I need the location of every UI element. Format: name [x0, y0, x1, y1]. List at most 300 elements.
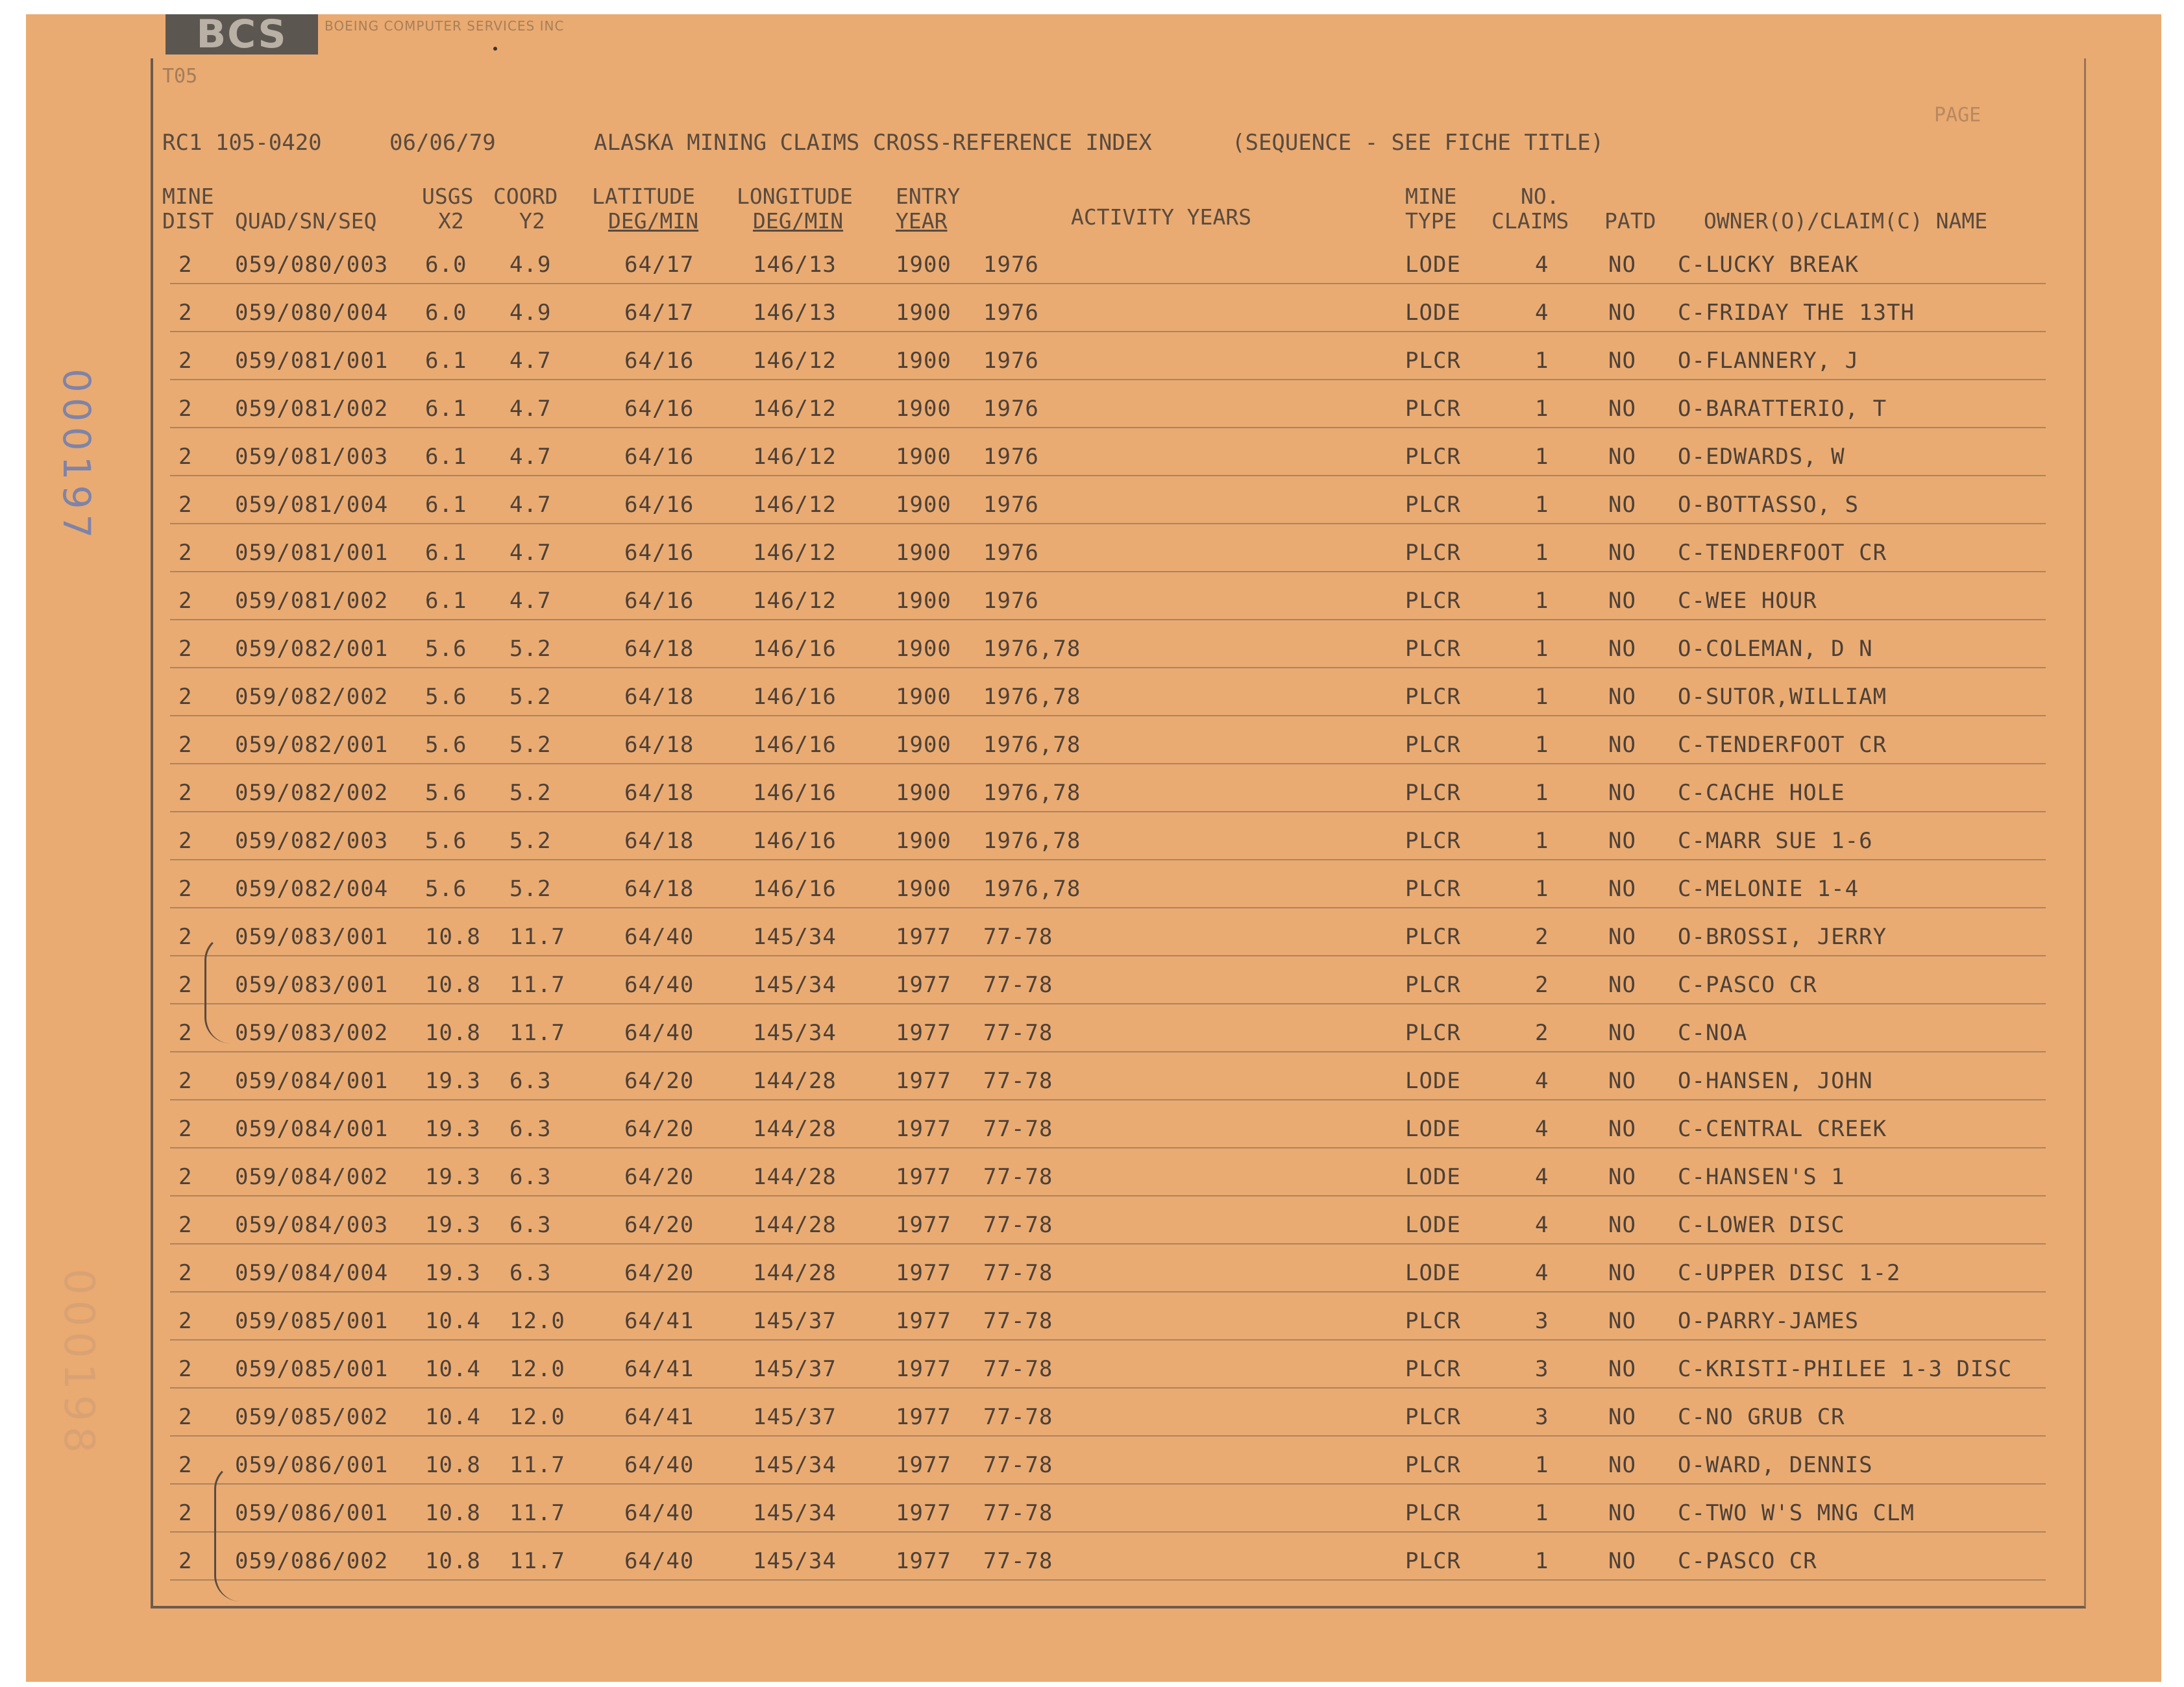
report-id: RC1 105-0420 — [162, 130, 322, 156]
row-coord-y2: 12.0 — [509, 1356, 565, 1382]
col-mine-dist: MINE DIST — [162, 184, 214, 234]
row-patd: NO — [1608, 252, 1636, 278]
row-mine-dist: 2 — [178, 924, 193, 950]
row-no-claims: 2 — [1535, 972, 1549, 998]
row-latitude: 64/40 — [624, 1500, 694, 1526]
row-entry-year: 1977 — [896, 972, 951, 998]
row-entry-year: 1977 — [896, 1452, 951, 1478]
table-row — [0, 1116, 2184, 1164]
row-no-claims: 4 — [1535, 1068, 1549, 1094]
row-patd: NO — [1608, 1068, 1636, 1094]
row-owner-claim-name: O-FLANNERY, J — [1678, 348, 1859, 374]
row-coord-y2: 12.0 — [509, 1404, 565, 1430]
row-longitude: 146/12 — [753, 444, 837, 470]
row-latitude: 64/40 — [624, 972, 694, 998]
row-no-claims: 4 — [1535, 252, 1549, 278]
row-patd: NO — [1608, 1116, 1636, 1142]
row-mine-dist: 2 — [178, 252, 193, 278]
row-usgs-x2: 19.3 — [425, 1068, 481, 1094]
row-latitude: 64/41 — [624, 1404, 694, 1430]
row-entry-year: 1977 — [896, 1260, 951, 1286]
table-row — [0, 828, 2184, 876]
row-rule-line — [170, 523, 2046, 524]
row-latitude: 64/16 — [624, 444, 694, 470]
row-quad-sn-seq: 059/082/003 — [235, 828, 389, 854]
row-owner-claim-name: C-MARR SUE 1-6 — [1678, 828, 1873, 854]
row-owner-claim-name: C-PASCO CR — [1678, 1548, 1817, 1574]
row-quad-sn-seq: 059/086/001 — [235, 1500, 389, 1526]
row-no-claims: 4 — [1535, 1164, 1549, 1190]
row-longitude: 146/16 — [753, 732, 837, 758]
row-quad-sn-seq: 059/083/001 — [235, 924, 389, 950]
row-latitude: 64/17 — [624, 252, 694, 278]
row-no-claims: 1 — [1535, 732, 1549, 758]
row-longitude: 144/28 — [753, 1068, 837, 1094]
row-mine-dist: 2 — [178, 1068, 193, 1094]
report-title: ALASKA MINING CLAIMS CROSS-REFERENCE INDEX — [594, 130, 1152, 156]
row-owner-claim-name: O-PARRY-JAMES — [1678, 1308, 1859, 1334]
ink-dot — [493, 47, 497, 51]
row-mine-dist: 2 — [178, 1020, 193, 1046]
row-coord-y2: 6.3 — [509, 1212, 552, 1238]
row-usgs-x2: 10.8 — [425, 1548, 481, 1574]
row-rule-line — [170, 1147, 2046, 1148]
row-patd: NO — [1608, 1308, 1636, 1334]
col-mine-type: MINE TYPE — [1405, 184, 1457, 234]
row-no-claims: 4 — [1535, 1260, 1549, 1286]
row-mine-dist: 2 — [178, 1404, 193, 1430]
table-row — [0, 684, 2184, 732]
row-mine-dist: 2 — [178, 588, 193, 614]
row-longitude: 144/28 — [753, 1260, 837, 1286]
table-row — [0, 876, 2184, 924]
row-mine-type: PLCR — [1405, 1452, 1461, 1478]
row-mine-type: LODE — [1405, 300, 1461, 326]
row-longitude: 144/28 — [753, 1116, 837, 1142]
row-mine-type: PLCR — [1405, 1020, 1461, 1046]
row-quad-sn-seq: 059/082/001 — [235, 636, 389, 662]
row-latitude: 64/16 — [624, 348, 694, 374]
row-mine-dist: 2 — [178, 828, 193, 854]
row-rule-line — [170, 763, 2046, 764]
row-activity-years: 1976 — [983, 444, 1039, 470]
row-patd: NO — [1608, 492, 1636, 518]
row-no-claims: 4 — [1535, 300, 1549, 326]
row-owner-claim-name: C-UPPER DISC 1-2 — [1678, 1260, 1901, 1286]
row-rule-line — [170, 811, 2046, 812]
row-no-claims: 1 — [1535, 1452, 1549, 1478]
row-no-claims: 1 — [1535, 780, 1549, 806]
pen-bracket-mark — [204, 934, 232, 1043]
row-entry-year: 1977 — [896, 1548, 951, 1574]
row-longitude: 145/34 — [753, 1020, 837, 1046]
row-coord-y2: 11.7 — [509, 924, 565, 950]
row-coord-y2: 11.7 — [509, 1020, 565, 1046]
row-entry-year: 1977 — [896, 924, 951, 950]
row-activity-years: 77-78 — [983, 1164, 1053, 1190]
row-quad-sn-seq: 059/080/004 — [235, 300, 389, 326]
row-latitude: 64/18 — [624, 684, 694, 710]
row-rule-line — [170, 1099, 2046, 1100]
row-coord-y2: 11.7 — [509, 1548, 565, 1574]
side-stamp-bottom: 000198 — [55, 1268, 103, 1459]
row-activity-years: 77-78 — [983, 1308, 1053, 1334]
table-row — [0, 924, 2184, 972]
row-mine-dist: 2 — [178, 780, 193, 806]
row-activity-years: 77-78 — [983, 1500, 1053, 1526]
row-patd: NO — [1608, 1452, 1636, 1478]
row-patd: NO — [1608, 1212, 1636, 1238]
row-owner-claim-name: C-TENDERFOOT CR — [1678, 540, 1887, 566]
row-activity-years: 77-78 — [983, 1020, 1053, 1046]
row-owner-claim-name: C-TWO W'S MNG CLM — [1678, 1500, 1915, 1526]
row-mine-type: PLCR — [1405, 732, 1461, 758]
row-entry-year: 1900 — [896, 588, 951, 614]
row-mine-dist: 2 — [178, 396, 193, 422]
row-no-claims: 1 — [1535, 876, 1549, 902]
row-entry-year: 1977 — [896, 1020, 951, 1046]
row-latitude: 64/18 — [624, 636, 694, 662]
col-coord: COORD Y2 — [493, 184, 558, 234]
row-latitude: 64/20 — [624, 1164, 694, 1190]
row-entry-year: 1900 — [896, 876, 951, 902]
row-owner-claim-name: O-BARATTERIO, T — [1678, 396, 1887, 422]
row-patd: NO — [1608, 876, 1636, 902]
row-quad-sn-seq: 059/082/002 — [235, 780, 389, 806]
row-quad-sn-seq: 059/082/001 — [235, 732, 389, 758]
row-activity-years: 1976,78 — [983, 684, 1081, 710]
row-usgs-x2: 10.8 — [425, 1500, 481, 1526]
row-rule-line — [170, 1243, 2046, 1244]
row-coord-y2: 6.3 — [509, 1260, 552, 1286]
row-latitude: 64/20 — [624, 1212, 694, 1238]
row-mine-type: PLCR — [1405, 444, 1461, 470]
row-longitude: 144/28 — [753, 1212, 837, 1238]
row-owner-claim-name: O-BROSSI, JERRY — [1678, 924, 1887, 950]
table-row — [0, 732, 2184, 780]
row-patd: NO — [1608, 636, 1636, 662]
row-rule-line — [170, 475, 2046, 476]
table-row — [0, 1356, 2184, 1404]
row-longitude: 146/12 — [753, 348, 837, 374]
row-no-claims: 1 — [1535, 1500, 1549, 1526]
row-usgs-x2: 19.3 — [425, 1116, 481, 1142]
row-activity-years: 1976 — [983, 540, 1039, 566]
row-rule-line — [170, 667, 2046, 668]
row-mine-type: PLCR — [1405, 972, 1461, 998]
row-no-claims: 3 — [1535, 1308, 1549, 1334]
row-longitude: 145/34 — [753, 1452, 837, 1478]
row-latitude: 64/20 — [624, 1116, 694, 1142]
row-activity-years: 77-78 — [983, 1404, 1053, 1430]
table-row — [0, 1068, 2184, 1116]
row-coord-y2: 4.7 — [509, 396, 552, 422]
row-longitude: 146/13 — [753, 300, 837, 326]
row-rule-line — [170, 1195, 2046, 1196]
row-mine-dist: 2 — [178, 1452, 193, 1478]
row-entry-year: 1977 — [896, 1212, 951, 1238]
row-rule-line — [170, 859, 2046, 860]
table-row — [0, 1500, 2184, 1548]
row-no-claims: 3 — [1535, 1356, 1549, 1382]
row-usgs-x2: 10.4 — [425, 1356, 481, 1382]
col-quad: QUAD/SN/SEQ — [235, 208, 377, 234]
row-coord-y2: 4.7 — [509, 588, 552, 614]
row-patd: NO — [1608, 972, 1636, 998]
row-latitude: 64/40 — [624, 1548, 694, 1574]
table-row — [0, 300, 2184, 348]
table-row — [0, 1260, 2184, 1308]
row-activity-years: 1976 — [983, 588, 1039, 614]
row-usgs-x2: 10.8 — [425, 1020, 481, 1046]
row-rule-line — [170, 571, 2046, 572]
row-mine-type: PLCR — [1405, 828, 1461, 854]
table-row — [0, 636, 2184, 684]
row-coord-y2: 4.9 — [509, 252, 552, 278]
row-rule-line — [170, 1579, 2046, 1581]
row-entry-year: 1900 — [896, 492, 951, 518]
row-rule-line — [170, 1435, 2046, 1437]
row-latitude: 64/16 — [624, 540, 694, 566]
row-activity-years: 1976 — [983, 396, 1039, 422]
row-patd: NO — [1608, 1548, 1636, 1574]
row-usgs-x2: 6.1 — [425, 492, 467, 518]
row-quad-sn-seq: 059/084/001 — [235, 1116, 389, 1142]
row-latitude: 64/41 — [624, 1308, 694, 1334]
row-patd: NO — [1608, 300, 1636, 326]
row-longitude: 145/34 — [753, 1500, 837, 1526]
row-mine-type: LODE — [1405, 1212, 1461, 1238]
row-mine-type: PLCR — [1405, 1308, 1461, 1334]
col-latitude: LATITUDE DEG/MIN — [592, 184, 699, 234]
row-patd: NO — [1608, 1356, 1636, 1382]
row-mine-dist: 2 — [178, 1356, 193, 1382]
row-mine-dist: 2 — [178, 1212, 193, 1238]
row-activity-years: 77-78 — [983, 1212, 1053, 1238]
row-usgs-x2: 10.4 — [425, 1404, 481, 1430]
row-longitude: 146/16 — [753, 876, 837, 902]
row-usgs-x2: 10.8 — [425, 1452, 481, 1478]
row-mine-dist: 2 — [178, 1500, 193, 1526]
row-longitude: 145/34 — [753, 1548, 837, 1574]
row-patd: NO — [1608, 588, 1636, 614]
row-patd: NO — [1608, 1404, 1636, 1430]
table-row — [0, 492, 2184, 540]
row-patd: NO — [1608, 540, 1636, 566]
col-patd: PATD — [1604, 208, 1656, 234]
row-activity-years: 77-78 — [983, 1356, 1053, 1382]
row-activity-years: 1976 — [983, 492, 1039, 518]
row-longitude: 145/34 — [753, 972, 837, 998]
table-row — [0, 972, 2184, 1020]
row-latitude: 64/18 — [624, 876, 694, 902]
row-patd: NO — [1608, 444, 1636, 470]
row-owner-claim-name: O-WARD, DENNIS — [1678, 1452, 1873, 1478]
row-mine-type: PLCR — [1405, 492, 1461, 518]
row-activity-years: 1976,78 — [983, 732, 1081, 758]
row-entry-year: 1900 — [896, 252, 951, 278]
row-no-claims: 2 — [1535, 924, 1549, 950]
row-owner-claim-name: C-NO GRUB CR — [1678, 1404, 1845, 1430]
row-entry-year: 1900 — [896, 300, 951, 326]
col-activity-years: ACTIVITY YEARS — [1071, 204, 1252, 230]
row-owner-claim-name: C-MELONIE 1-4 — [1678, 876, 1859, 902]
row-mine-type: LODE — [1405, 252, 1461, 278]
row-no-claims: 1 — [1535, 588, 1549, 614]
row-entry-year: 1900 — [896, 540, 951, 566]
row-quad-sn-seq: 059/086/001 — [235, 1452, 389, 1478]
row-patd: NO — [1608, 684, 1636, 710]
row-quad-sn-seq: 059/081/004 — [235, 492, 389, 518]
row-entry-year: 1977 — [896, 1356, 951, 1382]
row-activity-years: 1976 — [983, 252, 1039, 278]
row-owner-claim-name: O-COLEMAN, D N — [1678, 636, 1873, 662]
row-patd: NO — [1608, 1500, 1636, 1526]
row-rule-line — [170, 331, 2046, 332]
row-entry-year: 1900 — [896, 636, 951, 662]
row-quad-sn-seq: 059/082/004 — [235, 876, 389, 902]
row-longitude: 145/37 — [753, 1404, 837, 1430]
row-owner-claim-name: O-HANSEN, JOHN — [1678, 1068, 1873, 1094]
row-mine-dist: 2 — [178, 972, 193, 998]
row-coord-y2: 11.7 — [509, 1452, 565, 1478]
row-mine-type: PLCR — [1405, 540, 1461, 566]
row-latitude: 64/40 — [624, 1452, 694, 1478]
row-entry-year: 1977 — [896, 1404, 951, 1430]
row-activity-years: 1976 — [983, 300, 1039, 326]
row-patd: NO — [1608, 780, 1636, 806]
row-owner-claim-name: C-PASCO CR — [1678, 972, 1817, 998]
row-longitude: 146/16 — [753, 684, 837, 710]
row-coord-y2: 6.3 — [509, 1116, 552, 1142]
row-mine-dist: 2 — [178, 636, 193, 662]
row-activity-years: 77-78 — [983, 1548, 1053, 1574]
row-latitude: 64/40 — [624, 1020, 694, 1046]
row-no-claims: 1 — [1535, 1548, 1549, 1574]
row-no-claims: 1 — [1535, 540, 1549, 566]
row-longitude: 144/28 — [753, 1164, 837, 1190]
row-mine-dist: 2 — [178, 1308, 193, 1334]
row-owner-claim-name: O-SUTOR,WILLIAM — [1678, 684, 1887, 710]
row-activity-years: 1976,78 — [983, 780, 1081, 806]
row-patd: NO — [1608, 924, 1636, 950]
row-mine-type: PLCR — [1405, 780, 1461, 806]
row-coord-y2: 5.2 — [509, 684, 552, 710]
row-mine-dist: 2 — [178, 1548, 193, 1574]
row-activity-years: 77-78 — [983, 1452, 1053, 1478]
row-activity-years: 77-78 — [983, 1068, 1053, 1094]
col-owner-claim-name: OWNER(O)/CLAIM(C) NAME — [1704, 208, 1988, 234]
report-date: 06/06/79 — [389, 130, 496, 156]
table-row — [0, 1308, 2184, 1356]
row-patd: NO — [1608, 348, 1636, 374]
row-quad-sn-seq: 059/084/002 — [235, 1164, 389, 1190]
row-mine-type: PLCR — [1405, 636, 1461, 662]
row-latitude: 64/18 — [624, 828, 694, 854]
row-coord-y2: 11.7 — [509, 1500, 565, 1526]
row-coord-y2: 12.0 — [509, 1308, 565, 1334]
row-usgs-x2: 5.6 — [425, 684, 467, 710]
row-latitude: 64/18 — [624, 780, 694, 806]
row-coord-y2: 4.7 — [509, 492, 552, 518]
col-longitude: LONGITUDE DEG/MIN — [737, 184, 853, 234]
row-no-claims: 3 — [1535, 1404, 1549, 1430]
row-activity-years: 77-78 — [983, 1116, 1053, 1142]
row-latitude: 64/20 — [624, 1260, 694, 1286]
row-activity-years: 1976,78 — [983, 636, 1081, 662]
row-no-claims: 4 — [1535, 1212, 1549, 1238]
row-mine-type: LODE — [1405, 1116, 1461, 1142]
row-mine-dist: 2 — [178, 540, 193, 566]
row-coord-y2: 6.3 — [509, 1068, 552, 1094]
row-latitude: 64/41 — [624, 1356, 694, 1382]
row-quad-sn-seq: 059/081/001 — [235, 540, 389, 566]
row-longitude: 146/16 — [753, 780, 837, 806]
row-coord-y2: 11.7 — [509, 972, 565, 998]
row-usgs-x2: 6.1 — [425, 588, 467, 614]
row-longitude: 146/12 — [753, 396, 837, 422]
row-rule-line — [170, 1051, 2046, 1052]
row-longitude: 145/37 — [753, 1356, 837, 1382]
row-longitude: 146/12 — [753, 540, 837, 566]
row-owner-claim-name: C-LOWER DISC — [1678, 1212, 1845, 1238]
row-owner-claim-name: C-LUCKY BREAK — [1678, 252, 1859, 278]
page-label: PAGE — [1934, 104, 1982, 127]
row-activity-years: 1976 — [983, 348, 1039, 374]
row-usgs-x2: 6.1 — [425, 348, 467, 374]
row-no-claims: 1 — [1535, 348, 1549, 374]
row-quad-sn-seq: 059/083/001 — [235, 972, 389, 998]
row-owner-claim-name: C-CENTRAL CREEK — [1678, 1116, 1887, 1142]
row-rule-line — [170, 1291, 2046, 1293]
row-coord-y2: 4.7 — [509, 444, 552, 470]
table-row — [0, 588, 2184, 636]
row-quad-sn-seq: 059/085/001 — [235, 1356, 389, 1382]
row-entry-year: 1900 — [896, 348, 951, 374]
row-patd: NO — [1608, 396, 1636, 422]
row-quad-sn-seq: 059/084/004 — [235, 1260, 389, 1286]
row-entry-year: 1977 — [896, 1308, 951, 1334]
table-row — [0, 1212, 2184, 1260]
row-usgs-x2: 5.6 — [425, 636, 467, 662]
row-entry-year: 1900 — [896, 780, 951, 806]
row-mine-type: LODE — [1405, 1068, 1461, 1094]
row-no-claims: 1 — [1535, 684, 1549, 710]
row-usgs-x2: 6.0 — [425, 300, 467, 326]
row-patd: NO — [1608, 1020, 1636, 1046]
row-longitude: 146/12 — [753, 492, 837, 518]
row-owner-claim-name: C-HANSEN'S 1 — [1678, 1164, 1845, 1190]
row-rule-line — [170, 1003, 2046, 1004]
row-longitude: 146/12 — [753, 588, 837, 614]
logo-subtitle: BOEING COMPUTER SERVICES INC — [325, 18, 565, 34]
table-row — [0, 444, 2184, 492]
row-rule-line — [170, 1339, 2046, 1341]
report-subtitle: (SEQUENCE - SEE FICHE TITLE) — [1232, 130, 1604, 156]
table-row — [0, 252, 2184, 300]
row-owner-claim-name: C-FRIDAY THE 13TH — [1678, 300, 1915, 326]
row-coord-y2: 5.2 — [509, 828, 552, 854]
row-quad-sn-seq: 059/083/002 — [235, 1020, 389, 1046]
row-activity-years: 77-78 — [983, 924, 1053, 950]
row-usgs-x2: 19.3 — [425, 1212, 481, 1238]
row-no-claims: 2 — [1535, 1020, 1549, 1046]
row-mine-dist: 2 — [178, 492, 193, 518]
row-activity-years: 77-78 — [983, 1260, 1053, 1286]
row-quad-sn-seq: 059/081/002 — [235, 396, 389, 422]
row-rule-line — [170, 379, 2046, 380]
row-quad-sn-seq: 059/086/002 — [235, 1548, 389, 1574]
